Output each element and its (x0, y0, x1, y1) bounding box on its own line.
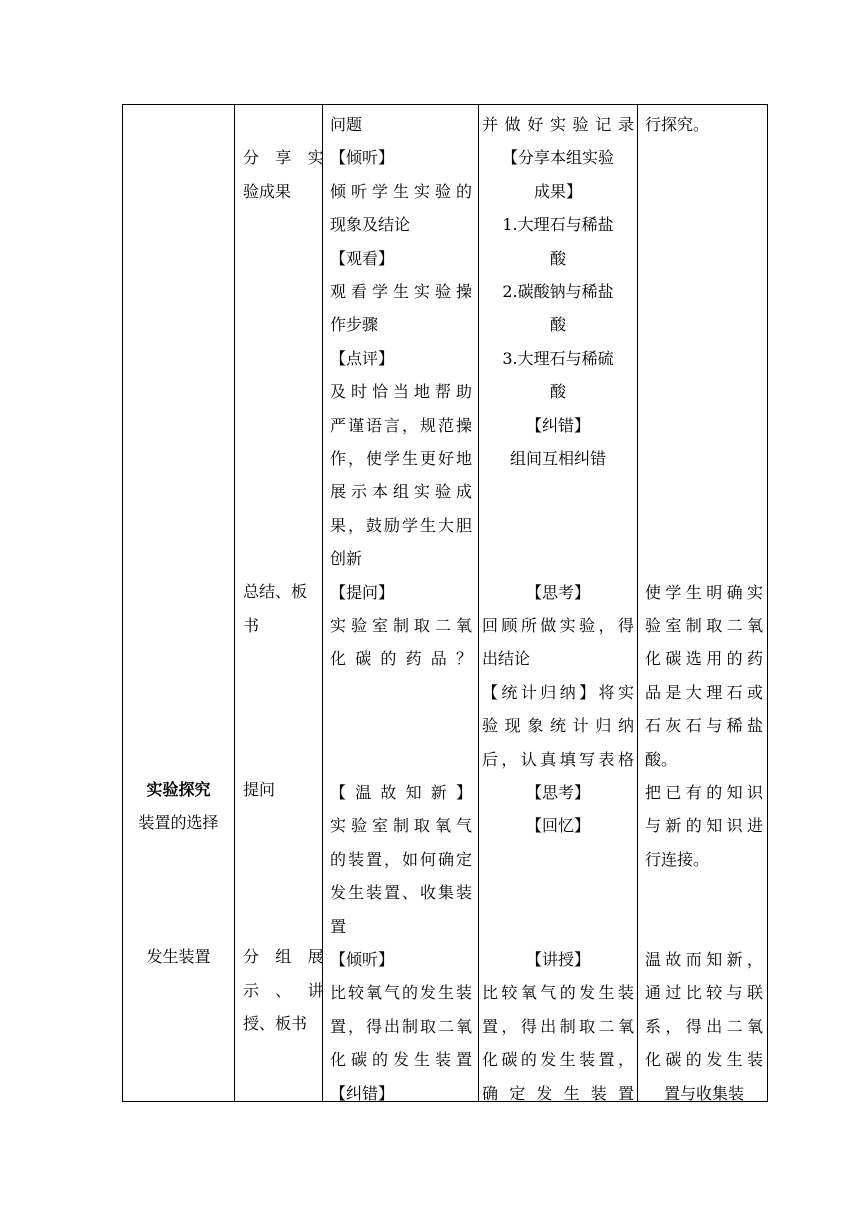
col4-text-line: 【思考】 (525, 783, 590, 802)
col3-text-line: 实验室制取二氧 (330, 616, 472, 635)
col4-text-line: 【纠错】 (525, 415, 590, 435)
col3-text-line: 发生装置、收集装 (330, 883, 472, 903)
col5-text-line: 把已有的知识 (645, 783, 763, 802)
col3-text-line: 展示本组实验成 (330, 482, 472, 502)
lesson-plan-table (122, 104, 768, 1102)
col3-text-line: 倾听学生实验的 (330, 181, 472, 201)
stage-label: 提问 (243, 780, 276, 799)
col4-text-line: 比较氧气的发生装 (482, 983, 634, 1003)
stage-label: 验成果 (243, 182, 292, 201)
col4-text-line: 【统计归纳】将实 (482, 682, 634, 702)
col5-text-line: 验室制取二氧 (645, 616, 763, 635)
col4-text-line: 并做好实验记录 (482, 115, 634, 134)
col4-text-line: 验现象统计归纳 (482, 716, 634, 736)
col4-text-line: 置，得出制取二氧 (482, 1016, 634, 1036)
col3-text-line: 比较氧气的发生装 (330, 983, 472, 1003)
col4-text-line: 组间互相纠错 (509, 449, 606, 468)
col5-text-line: 通过比较与联 (645, 983, 763, 1003)
col3-text-line: 化碳的发生装置 (330, 1050, 472, 1070)
col3-text-line: 作步骤 (330, 315, 379, 335)
col3-text-line: 问题 (330, 115, 363, 134)
stage-label: 授、板书 (243, 1014, 308, 1033)
col5-text-line: 系，得出二氧 (645, 1016, 763, 1036)
col5-text-line: 行连接。 (645, 849, 710, 869)
col4-text-line: 酸 (549, 315, 566, 335)
col5-text-line: 行探究。 (645, 115, 710, 134)
col3-text-line: 【倾听】 (330, 148, 395, 168)
col5-text-line: 温故而知新， (645, 950, 763, 969)
col4-text-line: 2.碳酸钠与稀盐 (502, 282, 614, 301)
col5-text-line: 与新的知识进 (645, 816, 763, 836)
col3-text-line: 【纠错】 (330, 1083, 395, 1103)
column-divider (478, 105, 479, 1101)
col4-text-line: 化碳的发生装置， (482, 1050, 634, 1070)
col4-text-line: 【讲授】 (525, 950, 590, 969)
stage-label: 书 (243, 616, 260, 635)
column-divider (234, 105, 235, 1101)
col4-text-line: 【思考】 (525, 582, 590, 602)
stage-label: 示 、 讲 (243, 981, 330, 1000)
col3-text-line: 【点评】 (330, 348, 395, 368)
col3-text-line: 【倾听】 (330, 950, 395, 969)
col5-text-line: 使学生明确实 (645, 582, 763, 602)
col4-text-line: 1.大理石与稀盐 (502, 215, 614, 235)
section-subtitle: 装置的选择 (138, 813, 219, 832)
col3-text-line: 及时恰当地帮助 (330, 382, 472, 402)
col5-text-line: 品是大理石或 (645, 682, 763, 702)
col5-text-line: 化碳的发生装 (645, 1050, 763, 1070)
stage-label: 总结、板 (243, 582, 308, 601)
col4-text-line: 后，认真填写表格 (482, 749, 634, 769)
col4-text-line: 【分享本组实验 (501, 148, 614, 168)
col3-text-line: 实验室制取氧气 (330, 816, 472, 836)
col3-text-line: 观看学生实验操 (330, 282, 472, 301)
col5-text-line: 化碳选用的药 (645, 649, 763, 669)
col3-text-line: 创新 (330, 549, 363, 569)
stage-label: 分 组 展 (243, 947, 330, 966)
col3-text-line: 置，得出制取二氧 (330, 1016, 472, 1036)
col3-text-line: 现象及结论 (330, 215, 411, 235)
column-divider (637, 105, 638, 1101)
col4-text-line: 出结论 (482, 649, 531, 669)
col3-text-line: 【温故知新】 (330, 783, 472, 802)
col3-text-line: 置 (330, 916, 347, 936)
col3-text-line: 作，使学生更好地 (330, 449, 472, 468)
section-title: 实验探究 (146, 780, 211, 799)
col4-text-line: 酸 (549, 382, 566, 402)
col4-text-line: 成果】 (533, 181, 582, 201)
col4-text-line: 【回忆】 (525, 816, 590, 836)
col5-text-line: 酸。 (645, 749, 678, 769)
col3-text-line: 【观看】 (330, 248, 395, 268)
col4-text-line: 确定发生装置 (482, 1083, 634, 1103)
col3-text-line: 严谨语言，规范操 (330, 415, 472, 435)
col4-text-line: 3.大理石与稀硫 (502, 348, 614, 368)
col3-text-line: 的装置，如何确定 (330, 849, 472, 869)
col4-text-line: 回顾所做实验，得 (482, 616, 634, 635)
col5-text-line: 置与收集装 (663, 1083, 744, 1103)
col3-text-line: 化碳的药品？ (330, 649, 472, 669)
col4-text-line: 酸 (549, 248, 566, 268)
col5-text-line: 石灰石与稀盐 (645, 716, 763, 736)
col3-text-line: 【提问】 (330, 582, 395, 602)
section-subtitle-2: 发生装置 (146, 947, 211, 966)
col3-text-line: 果，鼓励学生大胆 (330, 515, 472, 535)
stage-label: 分 享 实 (243, 148, 330, 167)
